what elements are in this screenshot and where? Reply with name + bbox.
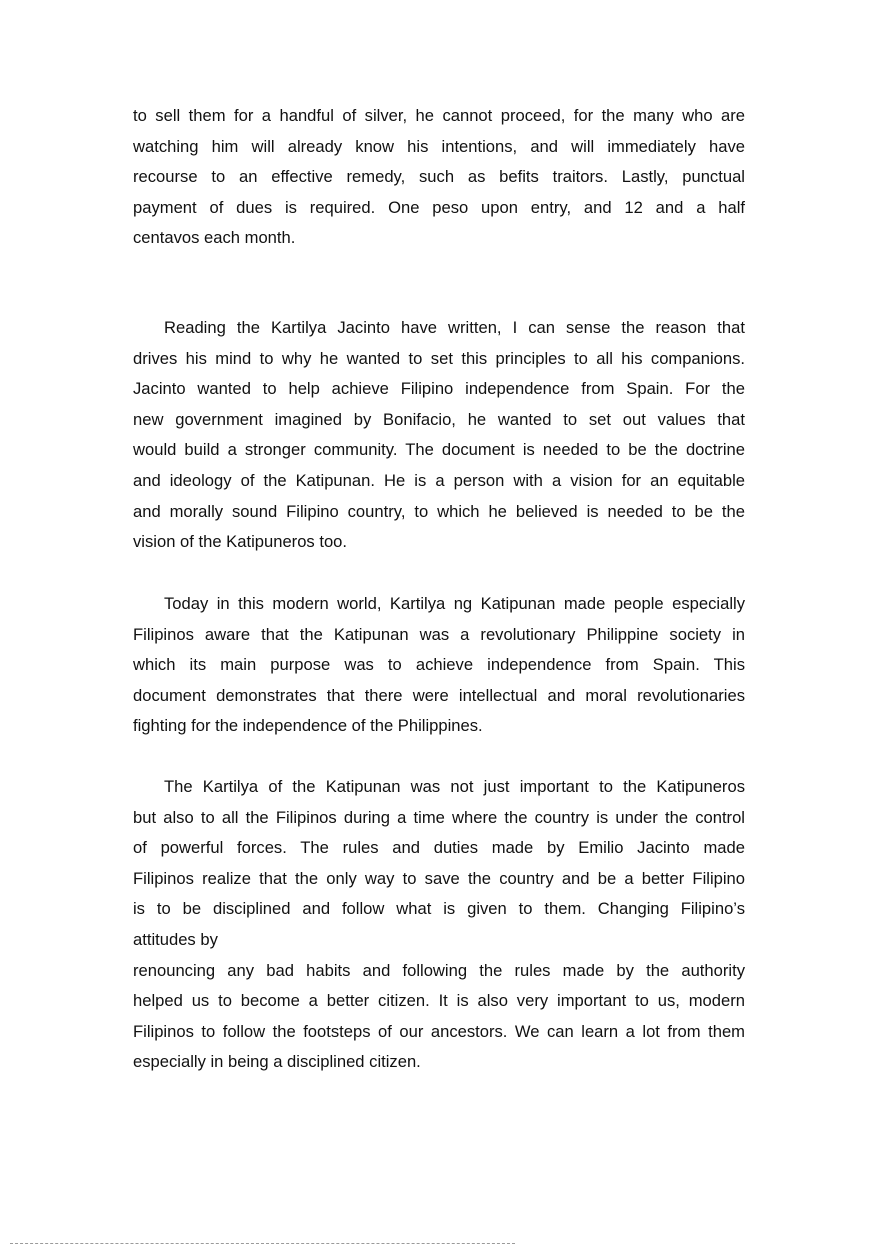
text-line: payment of dues is required. One peso upon entry, and 12 and a half bbox=[133, 197, 745, 217]
text-line: recourse to an effective remedy, such as befits traitors. Lastly, punctual bbox=[133, 167, 745, 187]
text-line: Today in this modern world, Kartilya ng Katipunan made people especially bbox=[164, 594, 745, 613]
text-line: new government imagined by Bonifacio, he wanted to set out values that bbox=[133, 409, 745, 429]
text-line: of powerful forces. The rules and duties made by Emilio Jacinto made bbox=[133, 838, 745, 858]
text-line: to sell them for a handful of silver, he cannot proceed, for the many who are bbox=[133, 106, 745, 125]
text-line: helped us to become a better citizen. It is also very important to us, modern bbox=[133, 991, 745, 1011]
text-line: Jacinto wanted to help achieve Filipino independence from Spain. For the bbox=[133, 379, 745, 399]
paragraph-reading-kartilya bbox=[133, 313, 745, 558]
text-line: fighting for the independence of the Philippines. bbox=[133, 716, 483, 736]
text-line: Filipinos to follow the footsteps of our ancestors. We can learn a lot from them bbox=[133, 1021, 745, 1041]
footer-divider bbox=[10, 1243, 515, 1244]
text-line: watching him will already know his intentions, and will immediately have bbox=[133, 136, 745, 156]
text-line: would build a stronger community. The document is needed to be the doctrine bbox=[133, 440, 745, 460]
text-line: drives his mind to why he wanted to set this principles to all his companions. bbox=[133, 348, 745, 368]
paragraph-importance bbox=[133, 772, 745, 1078]
text-line: renouncing any bad habits and following the rules made by the authority bbox=[133, 960, 745, 980]
text-line: centavos each month. bbox=[133, 228, 296, 248]
paragraph-modern-world bbox=[133, 589, 745, 742]
text-line: is to be disciplined and follow what is given to them. Changing Filipino’s bbox=[133, 899, 745, 919]
text-line: document demonstrates that there were intellectual and moral revolutionaries bbox=[133, 685, 745, 705]
text-line: especially in being a disciplined citizen. bbox=[133, 1052, 421, 1072]
paragraph-dues bbox=[133, 101, 745, 254]
text-line: and morally sound Filipino country, to which he believed is needed to be the bbox=[133, 501, 745, 521]
text-line: attitudes by bbox=[133, 929, 218, 949]
text-line: Filipinos aware that the Katipunan was a revolutionary Philippine society in bbox=[133, 624, 745, 644]
text-line: Filipinos realize that the only way to save the country and be a better Filipino bbox=[133, 868, 745, 888]
text-line: Reading the Kartilya Jacinto have written, I can sense the reason that bbox=[164, 318, 745, 337]
text-line: vision of the Katipuneros too. bbox=[133, 532, 348, 552]
text-line: The Kartilya of the Katipunan was not just important to the Katipuneros bbox=[164, 777, 745, 796]
text-line: which its main purpose was to achieve independence from Spain. This bbox=[133, 655, 745, 675]
text-line: and ideology of the Katipunan. He is a person with a vision for an equitable bbox=[133, 470, 745, 490]
text-line: but also to all the Filipinos during a time where the country is under the control bbox=[133, 807, 745, 827]
